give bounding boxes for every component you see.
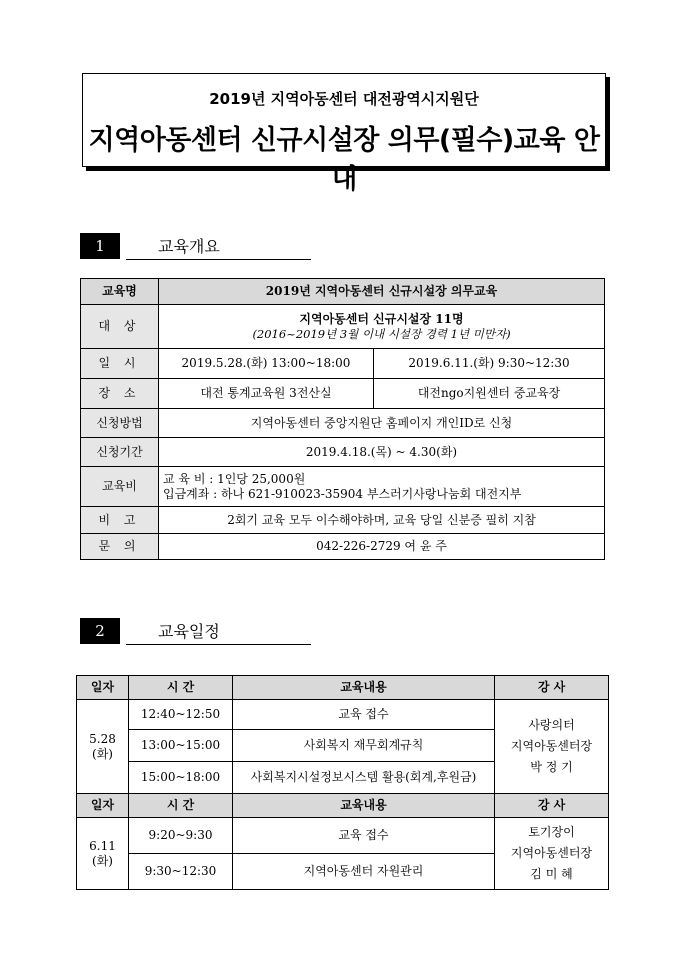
label-note: 비 고 xyxy=(81,507,159,534)
value-date-1: 2019.5.28.(화) 13:00~18:00 xyxy=(159,349,374,379)
label-contact: 문 의 xyxy=(81,534,159,560)
schedule-header-1 xyxy=(77,676,609,700)
header-time: 시 간 xyxy=(129,676,233,700)
day2-content-2: 지역아동센터 자원관리 xyxy=(233,854,495,890)
day2-time-1: 9:20~9:30 xyxy=(129,818,233,854)
value-method: 지역아동센터 중앙지원단 홈페이지 개인ID로 신청 xyxy=(159,409,605,438)
label-fee: 교육비 xyxy=(81,467,159,507)
doc-title: 지역아동센터 신규시설장 의무(필수)교육 안내 xyxy=(88,125,600,195)
overview-row-note xyxy=(81,507,605,534)
section2-title: 교육일정 xyxy=(158,622,220,641)
value-name: 2019년 지역아동센터 신규시설장 의무교육 xyxy=(159,279,605,305)
label-name: 교육명 xyxy=(81,279,159,305)
schedule-header-2 xyxy=(77,794,609,818)
header-lecturer: 강 사 xyxy=(495,676,609,700)
day2-content-1: 교육 접수 xyxy=(233,818,495,854)
day1-content-1: 교육 접수 xyxy=(233,700,495,730)
section2-number: 2 xyxy=(80,618,120,644)
value-period: 2019.4.18.(목) ~ 4.30(화) xyxy=(159,438,605,467)
header-date-2: 일자 xyxy=(77,794,129,818)
value-note: 2회기 교육 모두 이수해야하며, 교육 당일 신분증 필히 지참 xyxy=(159,507,605,534)
day2-date: 6.11 (화) xyxy=(77,818,129,890)
label-period: 신청기간 xyxy=(81,438,159,467)
value-place-1: 대전 통계교육원 3전산실 xyxy=(159,379,374,409)
day1-time-3: 15:00~18:00 xyxy=(129,762,233,794)
day1-time-1: 12:40~12:50 xyxy=(129,700,233,730)
overview-row-fee xyxy=(81,467,605,507)
section1-underline xyxy=(126,259,311,260)
overview-row-method xyxy=(81,409,605,438)
value-place-2: 대전ngo지원센터 중교육장 xyxy=(374,379,605,409)
section2-underline xyxy=(126,644,311,645)
day1-lecturer: 사랑의터 지역아동센터장 박 정 기 xyxy=(495,700,609,794)
section1-number: 1 xyxy=(80,233,120,259)
label-place: 장 소 xyxy=(81,379,159,409)
overview-row-place xyxy=(81,379,605,409)
overview-row-period xyxy=(81,438,605,467)
label-date: 일 시 xyxy=(81,349,159,379)
header-date: 일자 xyxy=(77,676,129,700)
overview-row-date xyxy=(81,349,605,379)
overview-row-name xyxy=(81,279,605,305)
day1-date: 5.28 (화) xyxy=(77,700,129,794)
title-box xyxy=(82,73,606,195)
day1-content-2: 사회복지 재무회계규칙 xyxy=(233,730,495,762)
fee-account: 입금계좌 : 하나 621-910023-35904 부스러기사랑나눔회 대전지부 xyxy=(163,486,522,501)
header-time-2: 시 간 xyxy=(129,794,233,818)
day2-lecturer: 토기장이 지역아동센터장 김 미 혜 xyxy=(495,818,609,890)
overview-table xyxy=(80,278,605,560)
label-target: 대 상 xyxy=(81,305,159,349)
target-main: 지역아동센터 신규시설장 11명 xyxy=(299,311,464,326)
section1-title: 교육개요 xyxy=(158,237,220,256)
overview-row-target xyxy=(81,305,605,349)
target-note: (2016~2019년 3월 이내 시설장 경력 1년 미만자) xyxy=(252,326,511,341)
doc-subtitle: 2019년 지역아동센터 대전광역시지원단 xyxy=(209,90,479,108)
header-content: 교육내용 xyxy=(233,676,495,700)
day2-time-2: 9:30~12:30 xyxy=(129,854,233,890)
header-content-2: 교육내용 xyxy=(233,794,495,818)
table-row xyxy=(77,700,609,730)
value-target xyxy=(159,305,605,349)
day1-time-2: 13:00~15:00 xyxy=(129,730,233,762)
value-fee xyxy=(159,467,605,507)
table-row xyxy=(77,818,609,854)
day1-content-3: 사회복지시설정보시스템 활용(회계,후원금) xyxy=(233,762,495,794)
fee-amount: 교 육 비 : 1인당 25,000원 xyxy=(163,471,306,486)
overview-row-contact xyxy=(81,534,605,560)
schedule-table xyxy=(76,675,609,890)
value-contact: 042-226-2729 여 윤 주 xyxy=(159,534,605,560)
label-method: 신청방법 xyxy=(81,409,159,438)
header-lecturer-2: 강 사 xyxy=(495,794,609,818)
value-date-2: 2019.6.11.(화) 9:30~12:30 xyxy=(374,349,605,379)
